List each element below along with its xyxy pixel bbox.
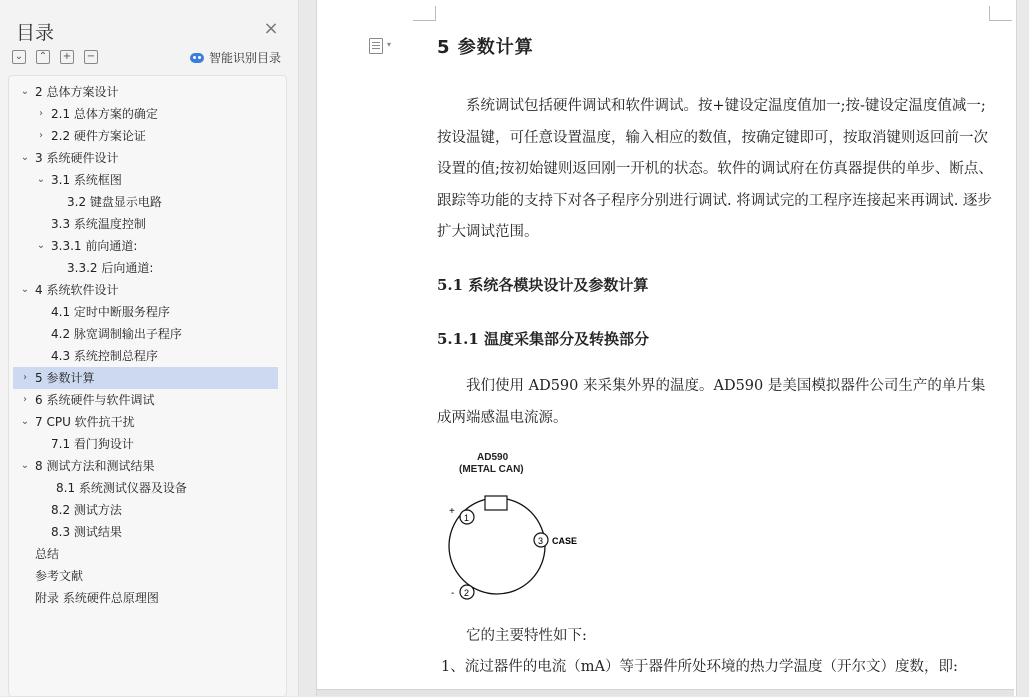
toc-item-label: 3 系统硬件设计 — [35, 151, 119, 165]
toc-item-label: 4.1 定时中断服务程序 — [51, 305, 170, 319]
toc-item-label: 3.3.2 后向通道: — [67, 261, 154, 275]
figure-title: AD590 — [477, 452, 509, 463]
toc-item[interactable] — [13, 389, 278, 411]
pin-3-label: 3 — [538, 536, 544, 546]
toc-item-label: 8.1 系统测试仪器及设备 — [56, 481, 187, 495]
toc-item-label: 3.3 系统温度控制 — [51, 217, 146, 231]
toc-item[interactable] — [13, 565, 278, 587]
toc-item-label: 8.2 测试方法 — [51, 503, 122, 517]
chevron-right-icon[interactable]: › — [39, 108, 43, 119]
case-label: CASE — [552, 536, 578, 546]
chevron-down-icon[interactable]: ⌄ — [20, 86, 30, 97]
toc-item[interactable] — [13, 323, 278, 345]
chevron-right-icon[interactable]: › — [23, 372, 27, 383]
paragraph-feature-1: 1、流过器件的电流（mA）等于器件所处环境的热力学温度（开尔文）度数，即: — [441, 659, 958, 675]
toc-item-label: 2.2 硬件方案论证 — [51, 129, 146, 143]
toc-item[interactable] — [13, 367, 278, 389]
toc-item[interactable] — [13, 433, 278, 455]
pin-2-label: 2 — [464, 588, 470, 598]
chevron-right-icon[interactable]: › — [39, 130, 43, 141]
minus-label: - — [451, 588, 455, 599]
figure-subtitle: (METAL CAN) — [459, 464, 524, 475]
smart-toc-button[interactable] — [190, 49, 281, 66]
chevron-down-icon[interactable]: ⌄ — [20, 416, 30, 427]
toc-item-label: 2 总体方案设计 — [35, 85, 119, 99]
plus-label: + — [449, 506, 455, 517]
page-corner-mark-left — [413, 6, 436, 21]
chevron-down-icon[interactable]: ⌄ — [20, 284, 30, 295]
toc-item-label: 参考文献 — [35, 569, 84, 583]
toc-pane — [0, 0, 299, 696]
toc-item[interactable] — [13, 125, 278, 147]
toc-item-label: 总结 — [35, 547, 60, 561]
toc-item[interactable] — [13, 257, 278, 279]
toc-item[interactable] — [13, 455, 278, 477]
toc-item[interactable] — [13, 191, 278, 213]
toc-item[interactable] — [13, 587, 278, 609]
toc-item[interactable] — [13, 499, 278, 521]
toc-item[interactable] — [13, 521, 278, 543]
collapse-all-icon[interactable]: ⌄ — [12, 50, 26, 64]
chevron-down-icon[interactable]: ⌄ — [20, 460, 30, 471]
paragraph-debug: 系统调试包括硬件调试和软件调试。按+键设定温度值加一;按-键设定温度值减一;按设温键，可任意设置温度，输入相应的数值，按确定键即可，按取消键则返回前一次设置的值;按初始键则返回刚一开机的状态。软件的调试府在仿真器提供的单步、断点、跟踪等功能的支持下对各子程序分别进行调试. 将调试完的工程序连接起来再调试. 逐步扩大调试范围。 — [437, 98, 993, 240]
toc-item[interactable] — [13, 235, 278, 257]
ad590-diagram — [437, 446, 597, 606]
smart-toc-label: 智能识别目录 — [209, 51, 282, 65]
toc-item[interactable] — [13, 81, 278, 103]
chevron-down-icon[interactable]: ⌄ — [36, 240, 46, 251]
expand-all-icon[interactable]: ⌃ — [36, 50, 50, 64]
chevron-down-icon[interactable]: ⌄ — [36, 174, 46, 185]
toc-item-label: 2.1 总体方案的确定 — [51, 107, 158, 121]
chevron-right-icon[interactable]: › — [23, 394, 27, 405]
toc-item[interactable] — [13, 213, 278, 235]
document-page — [316, 0, 1017, 696]
toc-item-label: 3.3.1 前向通道: — [51, 239, 138, 253]
toc-item[interactable] — [13, 279, 278, 301]
page-corner-mark-right — [989, 6, 1012, 21]
toc-item-label: 3.2 键盘显示电路 — [67, 195, 162, 209]
toc-item-label: 7 CPU 软件抗干扰 — [35, 415, 135, 429]
toc-item[interactable] — [13, 345, 278, 367]
toc-item-label: 附录 系统硬件总原理图 — [35, 591, 159, 605]
remove-heading-icon[interactable]: − — [84, 50, 98, 64]
pin-1-label: 1 — [464, 513, 470, 523]
toc-item-label: 4 系统软件设计 — [35, 283, 119, 297]
ai-icon — [190, 53, 204, 63]
chevron-down-icon[interactable]: ▾ — [387, 40, 392, 49]
toc-item[interactable] — [13, 301, 278, 323]
toc-tree — [8, 75, 287, 697]
toc-item-label: 8.3 测试结果 — [51, 525, 122, 539]
section-heading: 5.1 系统各模块设计及参数计算 — [437, 276, 649, 294]
toc-item-label: 6 系统硬件与软件调试 — [35, 393, 155, 407]
add-heading-icon[interactable]: + — [60, 50, 74, 64]
toc-item[interactable] — [13, 543, 278, 565]
toc-item[interactable] — [13, 169, 278, 191]
toc-item[interactable] — [13, 477, 278, 499]
horizontal-scrollbar[interactable] — [317, 689, 1014, 696]
paragraph-ad590: 我们使用 AD590 来采集外界的温度。AD590 是美国模拟器件公司生产的单片集成两端感温电流源。 — [437, 378, 986, 426]
toc-item[interactable] — [13, 411, 278, 433]
close-icon[interactable]: × — [263, 18, 279, 39]
chevron-down-icon[interactable]: ⌄ — [20, 152, 30, 163]
toc-item-label: 5 参数计算 — [35, 371, 95, 385]
package-tab — [485, 496, 507, 510]
toc-title: 目录 — [16, 22, 55, 44]
toc-item[interactable] — [13, 147, 278, 169]
toc-item-label: 8 测试方法和测试结果 — [35, 459, 155, 473]
document-icon[interactable] — [369, 38, 383, 54]
subsection-heading: 5.1.1 温度采集部分及转换部分 — [437, 330, 649, 348]
toc-item-label: 7.1 看门狗设计 — [51, 437, 134, 451]
toc-item-label: 3.1 系统框图 — [51, 173, 122, 187]
page-heading: 5 参数计算 — [437, 37, 534, 58]
paragraph-features: 它的主要特性如下: — [466, 628, 587, 644]
toc-item-label: 4.2 脉宽调制输出子程序 — [51, 327, 182, 341]
toc-item-label: 4.3 系统控制总程序 — [51, 349, 158, 363]
toc-item[interactable] — [13, 103, 278, 125]
